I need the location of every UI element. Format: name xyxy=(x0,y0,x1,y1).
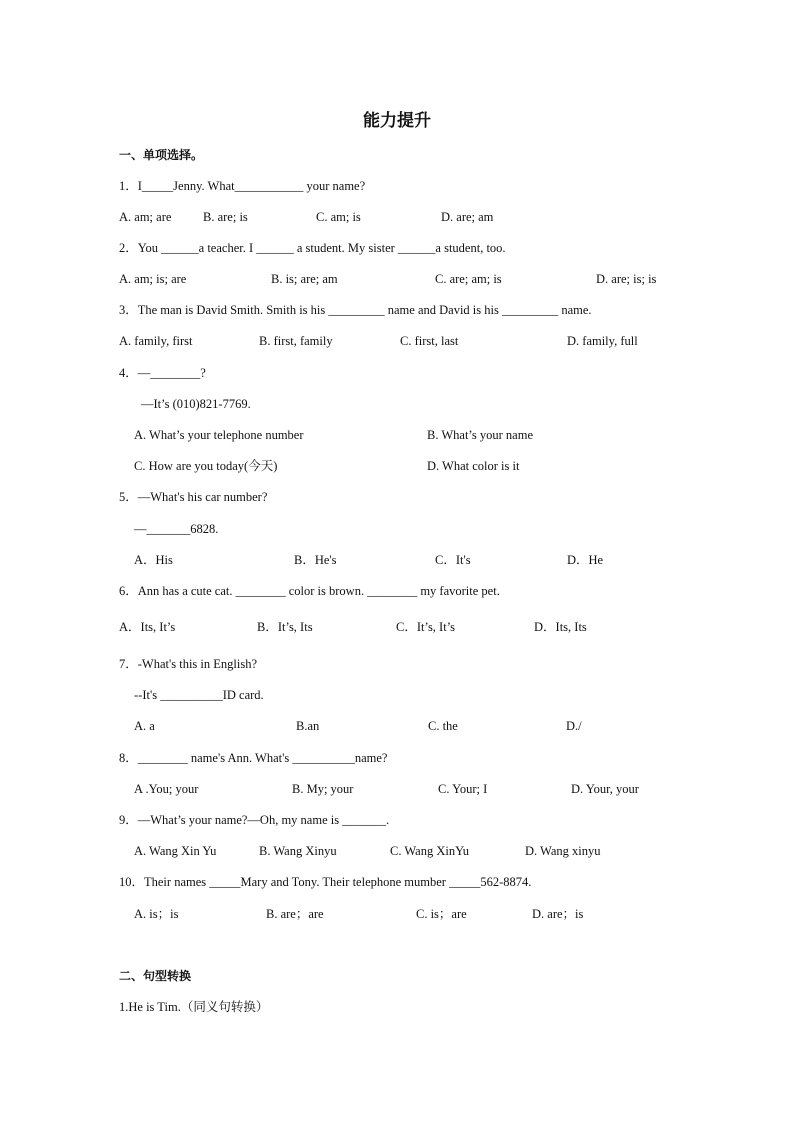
question-7-response: --It's __________ID card. xyxy=(134,688,264,702)
question-4-option-a: A. What’s your telephone number xyxy=(134,428,304,442)
question-8-option-d: D. Your, your xyxy=(571,782,639,796)
question-10-option-b: B. are；are xyxy=(266,907,324,921)
question-5-response: —_______6828. xyxy=(134,522,219,536)
question-4-option-d: D. What color is it xyxy=(427,459,520,473)
transform-question-1: 1.He is Tim.（同义句转换） xyxy=(119,1000,269,1014)
question-3-option-c: C. first, last xyxy=(400,334,459,348)
question-4-option-b: B. What’s your name xyxy=(427,428,533,442)
question-3-option-a: A. family, first xyxy=(119,334,193,348)
question-2-option-d: D. are; is; is xyxy=(596,272,657,286)
question-8-stem: 8．________ name's Ann. What's __________name? xyxy=(119,751,388,765)
question-2-option-c: C. are; am; is xyxy=(435,272,502,286)
question-8-option-c: C. Your; I xyxy=(438,782,488,796)
question-8-option-a: A .You; your xyxy=(134,782,199,796)
question-7-option-c: C. the xyxy=(428,719,458,733)
question-6-option-b: B．It’s, Its xyxy=(257,620,313,634)
question-1-option-d: D. are; am xyxy=(441,210,494,224)
question-8-option-b: B. My; your xyxy=(292,782,354,796)
question-5-option-c: C．It's xyxy=(435,553,471,567)
question-5-option-a: A．His xyxy=(134,553,173,567)
question-2-option-a: A. am; is; are xyxy=(119,272,187,286)
question-9-option-a: A. Wang Xin Yu xyxy=(134,844,217,858)
question-2-stem: 2．You ______a teacher. I ______ a student. My sister ______a student, too. xyxy=(119,241,506,255)
question-2-option-b: B. is; are; am xyxy=(271,272,338,286)
question-7-option-a: A. a xyxy=(134,719,155,733)
question-9-option-c: C. Wang XinYu xyxy=(390,844,469,858)
question-7-option-b: B.an xyxy=(296,719,320,733)
question-10-option-c: C. is；are xyxy=(416,907,467,921)
question-10-option-d: D. are；is xyxy=(532,907,584,921)
question-6-stem: 6．Ann has a cute cat. ________ color is brown. ________ my favorite pet. xyxy=(119,584,500,598)
question-9-option-d: D. Wang xinyu xyxy=(525,844,601,858)
question-10-option-a: A. is；is xyxy=(134,907,179,921)
question-9-stem: 9．—What’s your name?—Oh, my name is _______. xyxy=(119,813,390,827)
question-5-option-b: B．He's xyxy=(294,553,337,567)
question-4-stem: 4．—________? xyxy=(119,366,206,380)
question-6-option-c: C．It’s, It’s xyxy=(396,620,456,634)
question-1-option-b: B. are; is xyxy=(203,210,248,224)
question-9-option-b: B. Wang Xinyu xyxy=(259,844,337,858)
question-3-stem: 3．The man is David Smith. Smith is his _________ name and David is his _________ name. xyxy=(119,303,592,317)
question-10-stem: 10．Their names _____Mary and Tony. Their telephone mumber _____562-8874. xyxy=(119,875,532,889)
question-7-option-d: D./ xyxy=(566,719,582,733)
question-5-option-d: D．He xyxy=(567,553,604,567)
question-4-option-c: C. How are you today(今天) xyxy=(134,459,278,473)
question-5-stem: 5．—What's his car number? xyxy=(119,490,268,504)
section-heading-sentence-transformation: 二、句型转换 xyxy=(119,969,192,983)
question-6-option-d: D．Its, Its xyxy=(534,620,587,634)
question-4-response: —It’s (010)821-7769. xyxy=(141,397,251,411)
page-title: 能力提升 xyxy=(363,111,431,131)
question-7-stem: 7．-What's this in English? xyxy=(119,657,258,671)
question-1-option-a: A. am; are xyxy=(119,210,172,224)
question-3-option-b: B. first, family xyxy=(259,334,333,348)
section-heading-multiple-choice: 一、单项选择。 xyxy=(119,148,204,162)
question-1-stem: 1．I_____Jenny. What___________ your name? xyxy=(119,179,366,193)
question-3-option-d: D. family, full xyxy=(567,334,638,348)
question-6-option-a: A．Its, It’s xyxy=(119,620,176,634)
question-1-option-c: C. am; is xyxy=(316,210,361,224)
